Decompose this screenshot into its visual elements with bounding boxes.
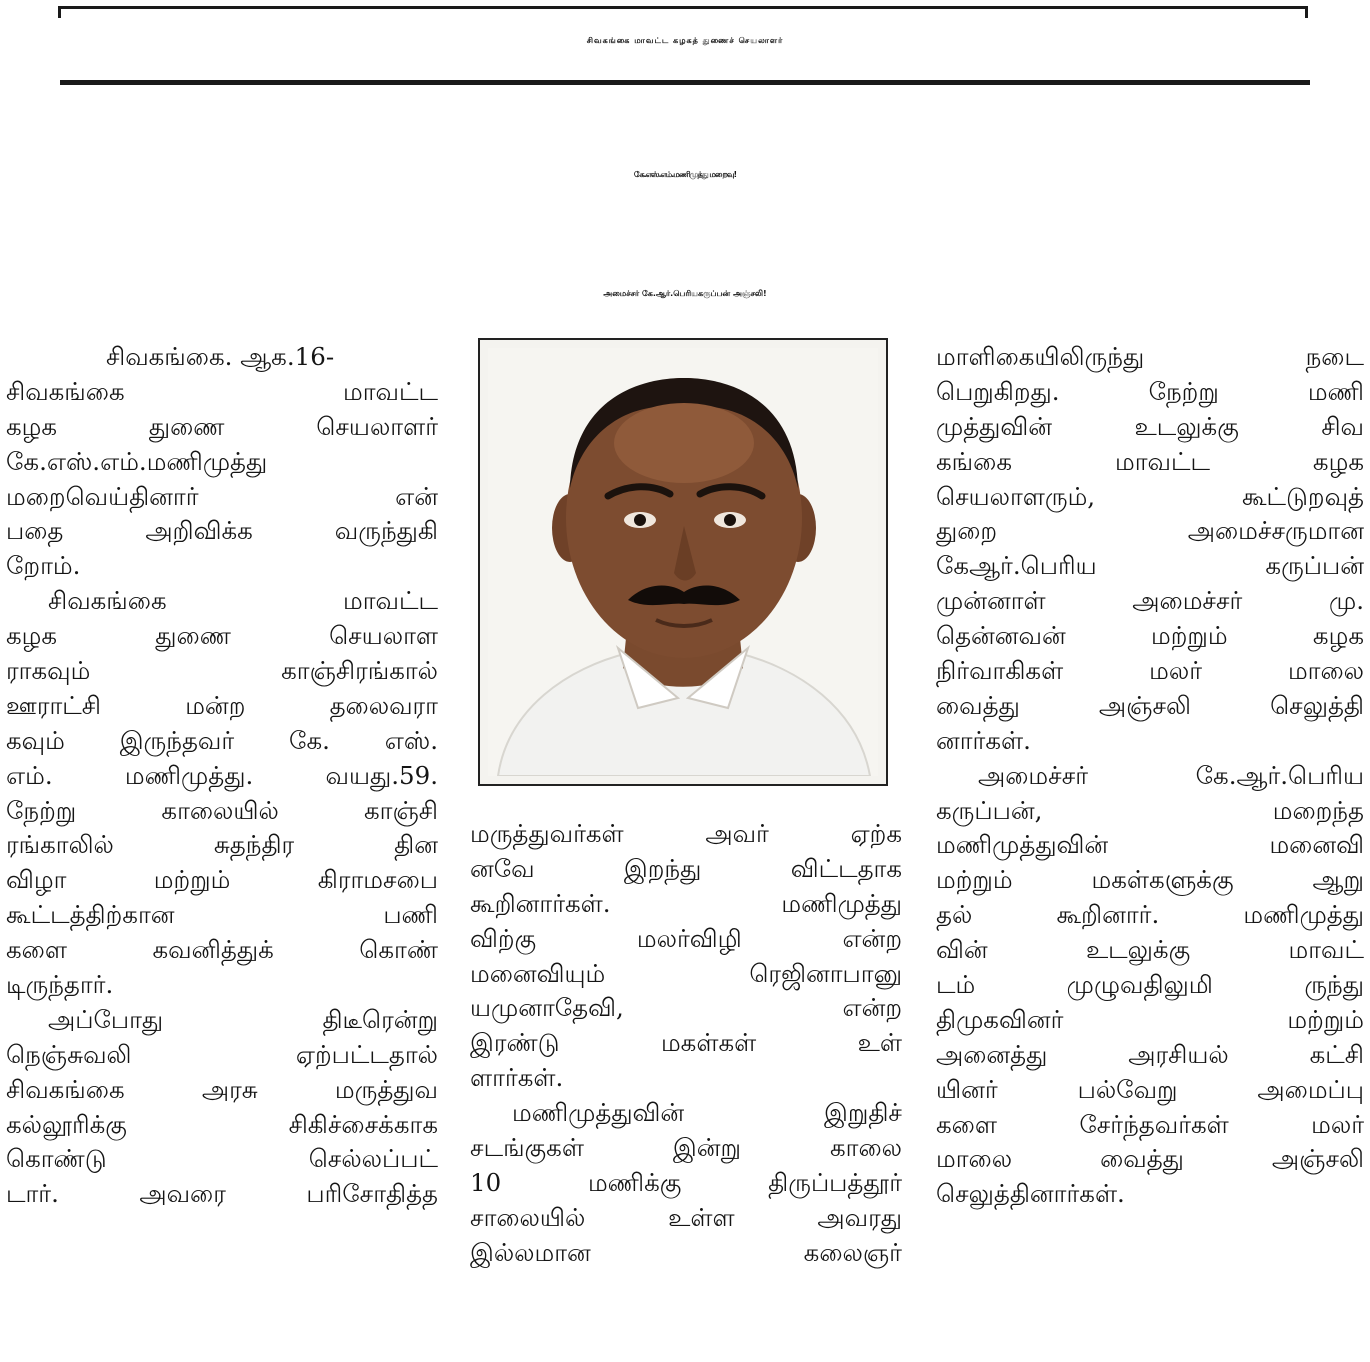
article-line: நெஞ்சுவலி ஏற்பட்டதால்: [6, 1039, 438, 1069]
article-line: களை கவனித்துக் கொண்: [6, 935, 438, 965]
article-line: சாலையில் உள்ள அவரது: [470, 1202, 902, 1232]
article-line: மணிமுத்துவின் மனைவி: [936, 830, 1364, 860]
article-line: அமைச்சர் கே.ஆர்.பெரிய: [978, 760, 1364, 790]
article-column-left: [6, 340, 438, 1212]
top-rule: [58, 6, 1308, 9]
kicker-underline: [60, 80, 1310, 85]
article-line: முன்னாள் அமைச்சர் மு.: [936, 586, 1364, 616]
article-line: ரங்காலில் சுதந்திர தின: [6, 830, 438, 860]
article-line: இல்லமான கலைஞர்: [470, 1237, 902, 1267]
article-line: எம். மணிமுத்து. வயது.59.: [6, 760, 438, 790]
article-line: துறை அமைச்சருமான: [936, 516, 1364, 546]
article-line: ளார்கள்.: [470, 1063, 564, 1093]
main-headline: கே.எஸ்.எம்.மணிமுத்து மறைவு!: [633, 170, 737, 179]
article-line: அனைத்து அரசியல் கட்சி: [936, 1039, 1364, 1069]
article-line: நேற்று காலையில் காஞ்சி: [6, 795, 438, 825]
kicker-headline: சிவகங்கை மாவட்ட கழகத் துணைச் செயலாளர்: [586, 36, 784, 45]
article-line: பதை அறிவிக்க வருந்துகி: [6, 516, 438, 546]
article-line: கொண்டு செல்லப்பட்: [6, 1144, 438, 1174]
article-line: கழக துணை செயலாள: [6, 621, 438, 651]
article-line: சிவகங்கை மாவட்ட: [6, 376, 438, 406]
article-line: யினர் பல்வேறு அமைப்பு: [936, 1074, 1364, 1104]
article-line: செயலாளரும், கூட்டுறவுத்: [936, 481, 1364, 511]
article-line: 10 மணிக்கு திருப்பத்தூர்: [470, 1167, 902, 1197]
article-line: சிவகங்கை. ஆக.16-: [106, 342, 335, 371]
article-line: டார். அவரை பரிசோதித்த: [6, 1179, 438, 1209]
article-line: தென்னவன் மற்றும் கழக: [936, 621, 1364, 651]
sub-headline: அமைச்சர் கே.ஆர்.பெரியகருப்பன் அஞ்சலி!: [603, 289, 767, 298]
article-line: பெறுகிறது. நேற்று மணி: [936, 376, 1364, 406]
article-column-middle: [470, 817, 902, 1271]
article-line: ராகவும் காஞ்சிரங்கால்: [6, 656, 438, 686]
article-line: முத்துவின் உடலுக்கு சிவ: [936, 411, 1364, 441]
article-line: களை சேர்ந்தவர்கள் மலர்: [936, 1109, 1364, 1139]
article-line: திமுகவினர் மற்றும்: [936, 1004, 1364, 1034]
article-line: டிருந்தார்.: [6, 970, 114, 1000]
article-column-right: [936, 340, 1364, 1212]
portrait-illustration: [488, 348, 878, 776]
article-line: கே.எஸ்.எம்.மணிமுத்து: [6, 446, 268, 476]
article-line: கேஆர்.பெரிய கருப்பன்: [936, 551, 1364, 581]
article-line: னவே இறந்து விட்டதாக: [470, 853, 902, 883]
article-line: சிவகங்கை அரசு மருத்துவ: [6, 1074, 438, 1104]
article-line: சடங்குகள் இன்று காலை: [470, 1133, 902, 1163]
article-line: மணிமுத்துவின் இறுதிச்: [512, 1098, 902, 1128]
article-line: கல்லூரிக்கு சிகிச்சைக்காக: [6, 1109, 438, 1139]
article-line: சிவகங்கை மாவட்ட: [48, 586, 438, 616]
article-line: வைத்து அஞ்சலி செலுத்தி: [936, 690, 1364, 720]
article-line: வின் உடலுக்கு மாவட்: [936, 935, 1364, 965]
article-line: யமுனாதேவி, என்ற: [470, 993, 902, 1023]
article-line: இரண்டு மகள்கள் உள்: [470, 1028, 902, 1058]
article-line: ஊராட்சி மன்ற தலைவரா: [6, 690, 438, 720]
article-line: டம் முழுவதிலுமி ருந்து: [936, 970, 1364, 1000]
article-line: கூறினார்கள். மணிமுத்து: [470, 888, 902, 918]
article-line: நிர்வாகிகள் மலர் மாலை: [936, 656, 1364, 686]
article-line: கங்கை மாவட்ட கழக: [936, 446, 1364, 476]
article-line: மருத்துவர்கள் அவர் ஏற்க: [470, 819, 902, 848]
article-line: றோம்.: [6, 551, 81, 581]
article-line: தல் கூறினார். மணிமுத்து: [936, 900, 1364, 930]
article-line: மாளிகையிலிருந்து நடை: [936, 342, 1364, 371]
article-line: மற்றும் மகள்களுக்கு ஆறு: [936, 865, 1364, 895]
article-line: விழா மற்றும் கிராமசபை: [6, 865, 438, 895]
article-line: விற்கு மலர்விழி என்ற: [470, 923, 902, 953]
article-line: அப்போது திடீரென்று: [48, 1004, 438, 1034]
article-line: கருப்பன், மறைந்த: [936, 795, 1364, 825]
article-line: கழக துணை செயலாளர்: [6, 411, 438, 441]
article-line: மனைவியும் ரெஜினாபானு: [470, 958, 902, 988]
article-line: கூட்டத்திற்கான பணி: [6, 900, 438, 930]
article-line: மாலை வைத்து அஞ்சலி: [936, 1144, 1364, 1174]
portrait-photo: [478, 338, 888, 786]
article-line: செலுத்தினார்கள்.: [936, 1179, 1125, 1209]
article-line: கவும் இருந்தவர் கே. எஸ்.: [6, 725, 438, 755]
article-line: மறைவெய்தினார் என்: [6, 481, 438, 511]
article-line: னார்கள்.: [936, 725, 1031, 755]
